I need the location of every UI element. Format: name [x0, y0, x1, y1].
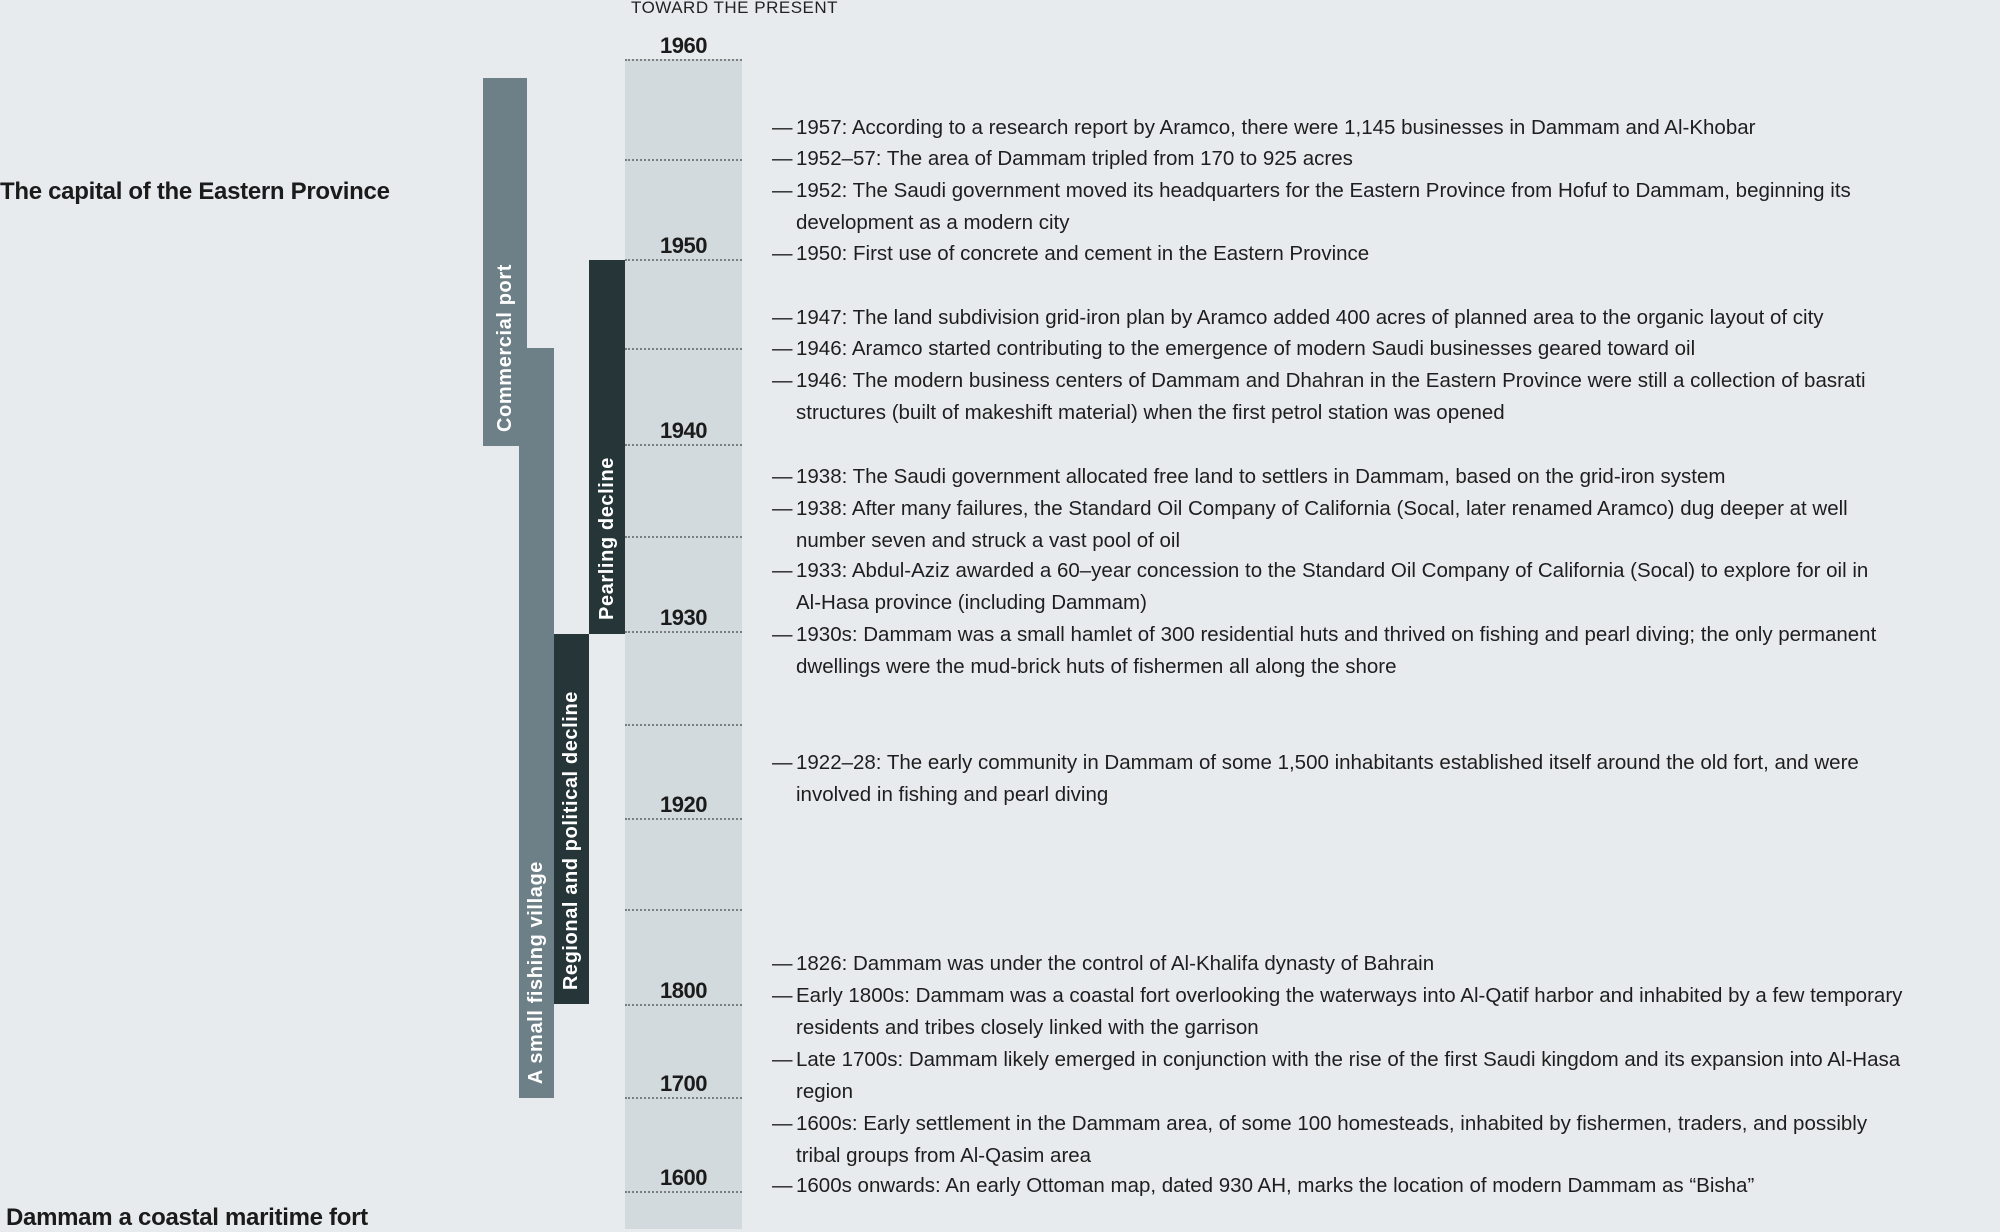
era-label-fort: Dammam a coastal maritime fort: [6, 1204, 368, 1231]
tick-line: [625, 909, 742, 911]
timeline-event: [772, 980, 1902, 1044]
tick-line: [625, 1097, 742, 1099]
event-text: [796, 1170, 1754, 1202]
timeline-event: [772, 461, 1725, 493]
tick-line: [625, 444, 742, 446]
year-label: 1700: [660, 1071, 707, 1096]
event-text: [796, 619, 1876, 683]
event-line: number seven and struck a vast pool of oil: [796, 529, 1181, 552]
timeline-event: [772, 302, 1824, 334]
event-dash: —: [772, 497, 793, 520]
phase-label: Commercial port: [493, 264, 516, 432]
year-label: 1960: [660, 33, 707, 58]
event-dash: —: [772, 1048, 793, 1071]
event-text: [796, 1044, 1900, 1108]
event-text: [796, 461, 1725, 493]
event-text: [796, 112, 1755, 144]
timeline-event: [772, 1108, 1867, 1172]
phase-pearling-decline: [589, 260, 625, 634]
phase-label: Regional and political decline: [560, 690, 582, 990]
event-text: [796, 238, 1369, 270]
event-line: 1826: Dammam was under the control of Al-Khalifa dynasty of Bahrain: [796, 952, 1435, 975]
event-dash: —: [772, 984, 793, 1007]
event-dash: —: [772, 369, 793, 392]
event-dash: —: [772, 1112, 793, 1135]
tick-line: [625, 724, 742, 726]
event-text: [796, 980, 1902, 1044]
event-text: [796, 493, 1848, 557]
event-dash: —: [772, 952, 793, 975]
event-text: [796, 747, 1859, 811]
year-label: 1920: [660, 792, 707, 817]
event-dash: —: [772, 623, 793, 646]
event-dash: —: [772, 147, 793, 170]
event-line: region: [796, 1080, 853, 1103]
tick-line: [625, 536, 742, 538]
timeline-event: [772, 555, 1868, 619]
tick-line: [625, 1191, 742, 1193]
tick-line: [625, 159, 742, 161]
event-line: development as a modern city: [796, 211, 1070, 234]
tick-line: [625, 631, 742, 633]
event-line: 1957: According to a research report by Aramco, there were 1,145 businesses in Dammam and Al-Khobar: [796, 116, 1756, 139]
event-text: [796, 365, 1866, 429]
event-line: 1938: After many failures, the Standard Oil Company of California (Socal, later renamed Aramco) dug deeper at well: [796, 497, 1848, 520]
timeline-event: [772, 333, 1695, 365]
event-line: 1946: Aramco started contributing to the emergence of modern Saudi businesses geared toward oil: [796, 337, 1696, 360]
event-line: dwellings were the mud-brick huts of fishermen all along the shore: [796, 655, 1397, 678]
year-label: 1940: [660, 418, 707, 443]
event-dash: —: [772, 179, 793, 202]
event-line: 1938: The Saudi government allocated free land to settlers in Dammam, based on the grid-iron system: [796, 465, 1726, 488]
tick-line: [625, 1004, 742, 1006]
tick-line: [625, 348, 742, 350]
event-dash: —: [772, 337, 793, 360]
event-text: [796, 333, 1695, 365]
timeline-event: [772, 747, 1859, 811]
event-line: 1946: The modern business centers of Dammam and Dhahran in the Eastern Province were still a collection of basrati: [796, 369, 1866, 392]
event-line: structures (built of makeshift material) when the first petrol station was opened: [796, 401, 1505, 424]
direction-label: TOWARD THE PRESENT: [631, 0, 839, 17]
event-text: [796, 1108, 1867, 1172]
year-label: 1800: [660, 978, 707, 1003]
event-dash: —: [772, 116, 793, 139]
year-label: 1930: [660, 605, 707, 630]
event-line: Al-Hasa province (including Dammam): [796, 591, 1147, 614]
timeline-event: [772, 1170, 1754, 1202]
event-line: 1950: First use of concrete and cement in the Eastern Province: [796, 242, 1370, 265]
tick-line: [625, 818, 742, 820]
timeline-event: [772, 619, 1876, 683]
event-line: involved in fishing and pearl diving: [796, 783, 1109, 806]
event-text: [796, 948, 1434, 980]
timeline-event: [772, 112, 1755, 144]
event-line: 1600s: Early settlement in the Dammam area, of some 100 homesteads, inhabited by fishermen, traders, and possibly: [796, 1112, 1868, 1135]
event-dash: —: [772, 559, 793, 582]
phase-label: Pearling decline: [595, 457, 618, 620]
phase-label: A small fishing village: [525, 860, 547, 1084]
event-text: [796, 175, 1851, 239]
timeline-event: [772, 493, 1848, 557]
phase-fishing-village: [519, 348, 554, 1098]
event-line: 1952–57: The area of Dammam tripled from 170 to 925 acres: [796, 147, 1353, 170]
tick-line: [625, 259, 742, 261]
event-line: residents and tribes closely linked with the garrison: [796, 1016, 1259, 1039]
event-line: 1952: The Saudi government moved its headquarters for the Eastern Province from Hofuf to Dammam, beginning its: [796, 179, 1851, 202]
event-dash: —: [772, 1174, 793, 1197]
event-line: 1922–28: The early community in Dammam of some 1,500 inhabitants established itself around the old fort, and were: [796, 751, 1859, 774]
event-line: tribal groups from Al-Qasim area: [796, 1144, 1092, 1167]
event-text: [796, 302, 1824, 334]
timeline-event: [772, 365, 1866, 429]
phase-regional-decline: [554, 634, 589, 1004]
timeline-event: [772, 143, 1353, 175]
year-label: 1600: [660, 1165, 707, 1190]
timeline-event: [772, 175, 1851, 239]
event-dash: —: [772, 306, 793, 329]
event-dash: —: [772, 751, 793, 774]
event-dash: —: [772, 242, 793, 265]
event-line: 1600s onwards: An early Ottoman map, dated 930 AH, marks the location of modern Dammam as “Bisha”: [796, 1174, 1755, 1197]
event-line: Late 1700s: Dammam likely emerged in conjunction with the rise of the first Saudi kingdom and its expansion into Al-Hasa: [796, 1048, 1901, 1071]
tick-line: [625, 59, 742, 61]
timeline-event: [772, 948, 1434, 980]
event-line: 1947: The land subdivision grid-iron plan by Aramco added 400 acres of planned area to the organic layout of city: [796, 306, 1824, 329]
event-line: 1933: Abdul-Aziz awarded a 60–year concession to the Standard Oil Company of California (Socal) to explore for oil in: [796, 559, 1869, 582]
event-text: [796, 555, 1868, 619]
event-line: 1930s: Dammam was a small hamlet of 300 residential huts and thrived on fishing and pearl diving; the only permanent: [796, 623, 1877, 646]
event-dash: —: [772, 465, 793, 488]
event-line: Early 1800s: Dammam was a coastal fort overlooking the waterways into Al-Qatif harbor and inhabited by a few temporary: [796, 984, 1903, 1007]
timeline-event: [772, 1044, 1900, 1108]
era-label-capital: The capital of the Eastern Province: [0, 178, 390, 205]
year-label: 1950: [660, 233, 707, 258]
timeline-event: [772, 238, 1369, 270]
event-text: [796, 143, 1353, 175]
